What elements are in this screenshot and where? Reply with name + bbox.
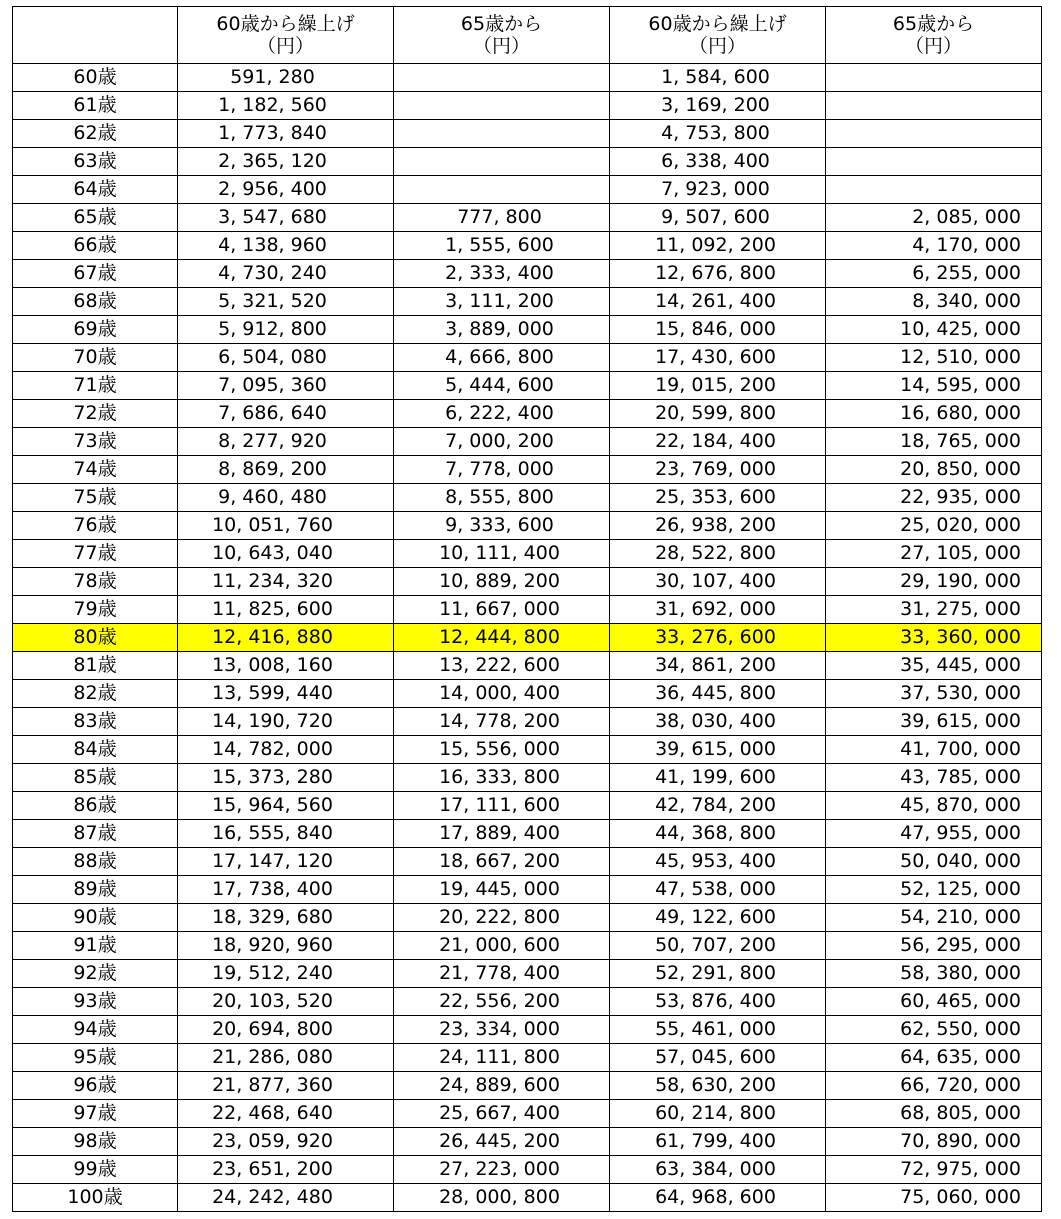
value-cell-col1: 4, 138, 960 <box>178 232 394 260</box>
table-row <box>13 820 1042 848</box>
value-cell-col4: 47, 955, 000 <box>826 820 1042 848</box>
value-cell-col4: 14, 595, 000 <box>826 372 1042 400</box>
value-cell-col3: 14, 261, 400 <box>610 288 826 316</box>
value-cell-col2: 15, 556, 000 <box>394 736 610 764</box>
value-cell-col3: 38, 030, 400 <box>610 708 826 736</box>
value-cell-col2: 2, 333, 400 <box>394 260 610 288</box>
table-row <box>13 1072 1042 1100</box>
value-cell-col2: 3, 889, 000 <box>394 316 610 344</box>
value-cell-col3: 11, 092, 200 <box>610 232 826 260</box>
header-col1-title: 60歳から繰上げ <box>216 13 355 35</box>
value-cell-col1: 10, 643, 040 <box>178 540 394 568</box>
table-row <box>13 988 1042 1016</box>
age-cell: 79歳 <box>13 596 178 624</box>
table-row <box>13 316 1042 344</box>
table-row <box>13 624 1042 652</box>
value-cell-col1: 23, 059, 920 <box>178 1128 394 1156</box>
age-cell: 93歳 <box>13 988 178 1016</box>
value-cell-col4: 50, 040, 000 <box>826 848 1042 876</box>
value-cell-col4: 75, 060, 000 <box>826 1184 1042 1212</box>
age-cell: 92歳 <box>13 960 178 988</box>
age-cell: 96歳 <box>13 1072 178 1100</box>
value-cell-col2: 9, 333, 600 <box>394 512 610 540</box>
age-cell: 71歳 <box>13 372 178 400</box>
value-cell-col3: 33, 276, 600 <box>610 624 826 652</box>
value-cell-col1: 5, 912, 800 <box>178 316 394 344</box>
value-cell-col2: 24, 111, 800 <box>394 1044 610 1072</box>
value-cell-col2 <box>394 92 610 120</box>
value-cell-col1: 17, 147, 120 <box>178 848 394 876</box>
value-cell-col1: 1, 182, 560 <box>178 92 394 120</box>
value-cell-col2: 24, 889, 600 <box>394 1072 610 1100</box>
value-cell-col4: 62, 550, 000 <box>826 1016 1042 1044</box>
value-cell-col1: 23, 651, 200 <box>178 1156 394 1184</box>
age-cell: 85歳 <box>13 764 178 792</box>
value-cell-col2 <box>394 64 610 92</box>
value-cell-col1: 18, 329, 680 <box>178 904 394 932</box>
value-cell-col4: 25, 020, 000 <box>826 512 1042 540</box>
value-cell-col1: 14, 190, 720 <box>178 708 394 736</box>
value-cell-col3: 15, 846, 000 <box>610 316 826 344</box>
age-cell: 78歳 <box>13 568 178 596</box>
value-cell-col2: 13, 222, 600 <box>394 652 610 680</box>
value-cell-col1: 8, 277, 920 <box>178 428 394 456</box>
value-cell-col3: 34, 861, 200 <box>610 652 826 680</box>
value-cell-col1: 11, 825, 600 <box>178 596 394 624</box>
age-cell: 74歳 <box>13 456 178 484</box>
value-cell-col1: 16, 555, 840 <box>178 820 394 848</box>
table-row <box>13 876 1042 904</box>
table-row <box>13 792 1042 820</box>
value-cell-col3: 1, 584, 600 <box>610 64 826 92</box>
value-cell-col4: 52, 125, 000 <box>826 876 1042 904</box>
value-cell-col4: 39, 615, 000 <box>826 708 1042 736</box>
age-cell: 73歳 <box>13 428 178 456</box>
value-cell-col3: 25, 353, 600 <box>610 484 826 512</box>
age-cell: 70歳 <box>13 344 178 372</box>
value-cell-col3: 23, 769, 000 <box>610 456 826 484</box>
value-cell-col2: 1, 555, 600 <box>394 232 610 260</box>
value-cell-col4 <box>826 148 1042 176</box>
value-cell-col3: 28, 522, 800 <box>610 540 826 568</box>
value-cell-col3: 64, 968, 600 <box>610 1184 826 1212</box>
value-cell-col3: 17, 430, 600 <box>610 344 826 372</box>
value-cell-col1: 4, 730, 240 <box>178 260 394 288</box>
table-row <box>13 1044 1042 1072</box>
table-row <box>13 120 1042 148</box>
age-cell: 68歳 <box>13 288 178 316</box>
header-col3-unit: （円） <box>688 35 746 57</box>
value-cell-col4: 29, 190, 000 <box>826 568 1042 596</box>
value-cell-col2: 20, 222, 800 <box>394 904 610 932</box>
table-row <box>13 456 1042 484</box>
value-cell-col1: 8, 869, 200 <box>178 456 394 484</box>
value-cell-col2: 23, 334, 000 <box>394 1016 610 1044</box>
value-cell-col3: 20, 599, 800 <box>610 400 826 428</box>
value-cell-col2: 21, 778, 400 <box>394 960 610 988</box>
table-row <box>13 372 1042 400</box>
table-row <box>13 232 1042 260</box>
value-cell-col1: 17, 738, 400 <box>178 876 394 904</box>
value-cell-col1: 15, 964, 560 <box>178 792 394 820</box>
value-cell-col4: 31, 275, 000 <box>826 596 1042 624</box>
table-row <box>13 960 1042 988</box>
value-cell-col2: 28, 000, 800 <box>394 1184 610 1212</box>
header-row <box>13 7 1042 64</box>
value-cell-col2: 19, 445, 000 <box>394 876 610 904</box>
value-cell-col1: 21, 286, 080 <box>178 1044 394 1072</box>
table-header <box>13 7 1042 64</box>
value-cell-col3: 63, 384, 000 <box>610 1156 826 1184</box>
value-cell-col4: 43, 785, 000 <box>826 764 1042 792</box>
value-cell-col2 <box>394 120 610 148</box>
value-cell-col3: 6, 338, 400 <box>610 148 826 176</box>
value-cell-col2: 10, 889, 200 <box>394 568 610 596</box>
value-cell-col3: 57, 045, 600 <box>610 1044 826 1072</box>
table-row <box>13 1016 1042 1044</box>
value-cell-col2: 17, 889, 400 <box>394 820 610 848</box>
header-col1-unit: （円） <box>256 35 314 57</box>
table-row <box>13 904 1042 932</box>
age-cell: 88歳 <box>13 848 178 876</box>
value-cell-col4: 33, 360, 000 <box>826 624 1042 652</box>
value-cell-col2: 777, 800 <box>394 204 610 232</box>
age-cell: 91歳 <box>13 932 178 960</box>
value-cell-col4: 56, 295, 000 <box>826 932 1042 960</box>
value-cell-col3: 44, 368, 800 <box>610 820 826 848</box>
value-cell-col1: 20, 103, 520 <box>178 988 394 1016</box>
value-cell-col2: 12, 444, 800 <box>394 624 610 652</box>
age-cell: 100歳 <box>13 1184 178 1212</box>
table-row <box>13 512 1042 540</box>
value-cell-col1: 1, 773, 840 <box>178 120 394 148</box>
value-cell-col1: 7, 095, 360 <box>178 372 394 400</box>
value-cell-col4: 18, 765, 000 <box>826 428 1042 456</box>
value-cell-col1: 12, 416, 880 <box>178 624 394 652</box>
value-cell-col4: 22, 935, 000 <box>826 484 1042 512</box>
value-cell-col4 <box>826 176 1042 204</box>
value-cell-col2: 14, 000, 400 <box>394 680 610 708</box>
table-row <box>13 484 1042 512</box>
table-row <box>13 176 1042 204</box>
age-cell: 90歳 <box>13 904 178 932</box>
value-cell-col3: 30, 107, 400 <box>610 568 826 596</box>
age-cell: 66歳 <box>13 232 178 260</box>
value-cell-col3: 4, 753, 800 <box>610 120 826 148</box>
value-cell-col2 <box>394 176 610 204</box>
value-cell-col1: 5, 321, 520 <box>178 288 394 316</box>
value-cell-col4 <box>826 120 1042 148</box>
value-cell-col3: 39, 615, 000 <box>610 736 826 764</box>
value-cell-col1: 22, 468, 640 <box>178 1100 394 1128</box>
value-cell-col3: 45, 953, 400 <box>610 848 826 876</box>
value-cell-col1: 13, 008, 160 <box>178 652 394 680</box>
age-cell: 97歳 <box>13 1100 178 1128</box>
value-cell-col2: 17, 111, 600 <box>394 792 610 820</box>
value-cell-col3: 49, 122, 600 <box>610 904 826 932</box>
value-cell-col3: 3, 169, 200 <box>610 92 826 120</box>
value-cell-col1: 10, 051, 760 <box>178 512 394 540</box>
table-row <box>13 568 1042 596</box>
value-cell-col3: 50, 707, 200 <box>610 932 826 960</box>
age-cell: 72歳 <box>13 400 178 428</box>
value-cell-col1: 20, 694, 800 <box>178 1016 394 1044</box>
pension-cumulative-table <box>12 6 1042 1212</box>
table-row <box>13 1100 1042 1128</box>
table-row <box>13 344 1042 372</box>
value-cell-col1: 2, 365, 120 <box>178 148 394 176</box>
age-cell: 81歳 <box>13 652 178 680</box>
age-cell: 63歳 <box>13 148 178 176</box>
age-cell: 83歳 <box>13 708 178 736</box>
table-row <box>13 708 1042 736</box>
value-cell-col4: 70, 890, 000 <box>826 1128 1042 1156</box>
value-cell-col4 <box>826 64 1042 92</box>
value-cell-col1: 11, 234, 320 <box>178 568 394 596</box>
age-cell: 99歳 <box>13 1156 178 1184</box>
age-cell: 84歳 <box>13 736 178 764</box>
value-cell-col4: 12, 510, 000 <box>826 344 1042 372</box>
value-cell-col4 <box>826 92 1042 120</box>
value-cell-col4: 41, 700, 000 <box>826 736 1042 764</box>
value-cell-col2: 6, 222, 400 <box>394 400 610 428</box>
age-cell: 95歳 <box>13 1044 178 1072</box>
header-col2-title: 65歳から <box>460 13 543 35</box>
value-cell-col1: 591, 280 <box>178 64 394 92</box>
age-cell: 87歳 <box>13 820 178 848</box>
age-cell: 67歳 <box>13 260 178 288</box>
value-cell-col2: 22, 556, 200 <box>394 988 610 1016</box>
value-cell-col3: 9, 507, 600 <box>610 204 826 232</box>
value-cell-col3: 52, 291, 800 <box>610 960 826 988</box>
table-row <box>13 596 1042 624</box>
value-cell-col2: 14, 778, 200 <box>394 708 610 736</box>
header-blank-cell <box>13 7 178 64</box>
value-cell-col3: 60, 214, 800 <box>610 1100 826 1128</box>
value-cell-col1: 14, 782, 000 <box>178 736 394 764</box>
age-cell: 69歳 <box>13 316 178 344</box>
table-row <box>13 260 1042 288</box>
value-cell-col1: 15, 373, 280 <box>178 764 394 792</box>
value-cell-col4: 54, 210, 000 <box>826 904 1042 932</box>
value-cell-col3: 26, 938, 200 <box>610 512 826 540</box>
table-row <box>13 1128 1042 1156</box>
value-cell-col4: 8, 340, 000 <box>826 288 1042 316</box>
value-cell-col2: 25, 667, 400 <box>394 1100 610 1128</box>
value-cell-col3: 55, 461, 000 <box>610 1016 826 1044</box>
age-cell: 86歳 <box>13 792 178 820</box>
value-cell-col3: 12, 676, 800 <box>610 260 826 288</box>
value-cell-col3: 58, 630, 200 <box>610 1072 826 1100</box>
age-cell: 80歳 <box>13 624 178 652</box>
value-cell-col1: 24, 242, 480 <box>178 1184 394 1212</box>
value-cell-col2: 21, 000, 600 <box>394 932 610 960</box>
header-col2-unit: （円） <box>472 35 530 57</box>
value-cell-col2: 8, 555, 800 <box>394 484 610 512</box>
value-cell-col4: 72, 975, 000 <box>826 1156 1042 1184</box>
value-cell-col2: 5, 444, 600 <box>394 372 610 400</box>
value-cell-col4: 27, 105, 000 <box>826 540 1042 568</box>
value-cell-col2: 7, 778, 000 <box>394 456 610 484</box>
age-cell: 60歳 <box>13 64 178 92</box>
table-row <box>13 428 1042 456</box>
age-cell: 89歳 <box>13 876 178 904</box>
value-cell-col1: 19, 512, 240 <box>178 960 394 988</box>
table-row <box>13 92 1042 120</box>
value-cell-col1: 18, 920, 960 <box>178 932 394 960</box>
age-cell: 94歳 <box>13 1016 178 1044</box>
value-cell-col4: 64, 635, 000 <box>826 1044 1042 1072</box>
value-cell-col3: 31, 692, 000 <box>610 596 826 624</box>
value-cell-col4: 10, 425, 000 <box>826 316 1042 344</box>
table-row <box>13 1156 1042 1184</box>
value-cell-col4: 60, 465, 000 <box>826 988 1042 1016</box>
header-col4-unit: （円） <box>904 35 962 57</box>
header-col2 <box>394 7 610 64</box>
value-cell-col1: 7, 686, 640 <box>178 400 394 428</box>
table-row <box>13 540 1042 568</box>
value-cell-col4: 58, 380, 000 <box>826 960 1042 988</box>
value-cell-col4: 16, 680, 000 <box>826 400 1042 428</box>
age-cell: 77歳 <box>13 540 178 568</box>
age-cell: 98歳 <box>13 1128 178 1156</box>
table-row <box>13 736 1042 764</box>
age-cell: 64歳 <box>13 176 178 204</box>
value-cell-col1: 9, 460, 480 <box>178 484 394 512</box>
age-cell: 76歳 <box>13 512 178 540</box>
value-cell-col4: 2, 085, 000 <box>826 204 1042 232</box>
value-cell-col2: 11, 667, 000 <box>394 596 610 624</box>
header-col3 <box>610 7 826 64</box>
value-cell-col3: 42, 784, 200 <box>610 792 826 820</box>
value-cell-col2: 10, 111, 400 <box>394 540 610 568</box>
value-cell-col3: 61, 799, 400 <box>610 1128 826 1156</box>
age-cell: 65歳 <box>13 204 178 232</box>
table-row <box>13 1184 1042 1212</box>
value-cell-col4: 35, 445, 000 <box>826 652 1042 680</box>
table-row <box>13 652 1042 680</box>
value-cell-col3: 41, 199, 600 <box>610 764 826 792</box>
age-cell: 75歳 <box>13 484 178 512</box>
value-cell-col3: 19, 015, 200 <box>610 372 826 400</box>
value-cell-col1: 6, 504, 080 <box>178 344 394 372</box>
table-body <box>13 64 1042 1212</box>
header-col4 <box>826 7 1042 64</box>
value-cell-col2: 18, 667, 200 <box>394 848 610 876</box>
value-cell-col2: 27, 223, 000 <box>394 1156 610 1184</box>
header-col4-title: 65歳から <box>892 13 975 35</box>
value-cell-col2: 3, 111, 200 <box>394 288 610 316</box>
value-cell-col4: 68, 805, 000 <box>826 1100 1042 1128</box>
age-cell: 62歳 <box>13 120 178 148</box>
value-cell-col3: 7, 923, 000 <box>610 176 826 204</box>
value-cell-col3: 22, 184, 400 <box>610 428 826 456</box>
table-row <box>13 64 1042 92</box>
value-cell-col2 <box>394 148 610 176</box>
age-cell: 82歳 <box>13 680 178 708</box>
table-row <box>13 932 1042 960</box>
value-cell-col1: 21, 877, 360 <box>178 1072 394 1100</box>
value-cell-col2: 7, 000, 200 <box>394 428 610 456</box>
value-cell-col4: 37, 530, 000 <box>826 680 1042 708</box>
value-cell-col1: 13, 599, 440 <box>178 680 394 708</box>
header-col1 <box>178 7 394 64</box>
value-cell-col3: 53, 876, 400 <box>610 988 826 1016</box>
value-cell-col1: 3, 547, 680 <box>178 204 394 232</box>
value-cell-col4: 6, 255, 000 <box>826 260 1042 288</box>
header-col3-title: 60歳から繰上げ <box>648 13 787 35</box>
table-row <box>13 764 1042 792</box>
value-cell-col3: 36, 445, 800 <box>610 680 826 708</box>
value-cell-col2: 16, 333, 800 <box>394 764 610 792</box>
table-row <box>13 148 1042 176</box>
value-cell-col4: 66, 720, 000 <box>826 1072 1042 1100</box>
table-row <box>13 204 1042 232</box>
value-cell-col2: 4, 666, 800 <box>394 344 610 372</box>
value-cell-col4: 20, 850, 000 <box>826 456 1042 484</box>
value-cell-col3: 47, 538, 000 <box>610 876 826 904</box>
value-cell-col1: 2, 956, 400 <box>178 176 394 204</box>
table-row <box>13 848 1042 876</box>
table-row <box>13 288 1042 316</box>
table-row <box>13 680 1042 708</box>
value-cell-col4: 4, 170, 000 <box>826 232 1042 260</box>
value-cell-col2: 26, 445, 200 <box>394 1128 610 1156</box>
age-cell: 61歳 <box>13 92 178 120</box>
value-cell-col4: 45, 870, 000 <box>826 792 1042 820</box>
table-row <box>13 400 1042 428</box>
